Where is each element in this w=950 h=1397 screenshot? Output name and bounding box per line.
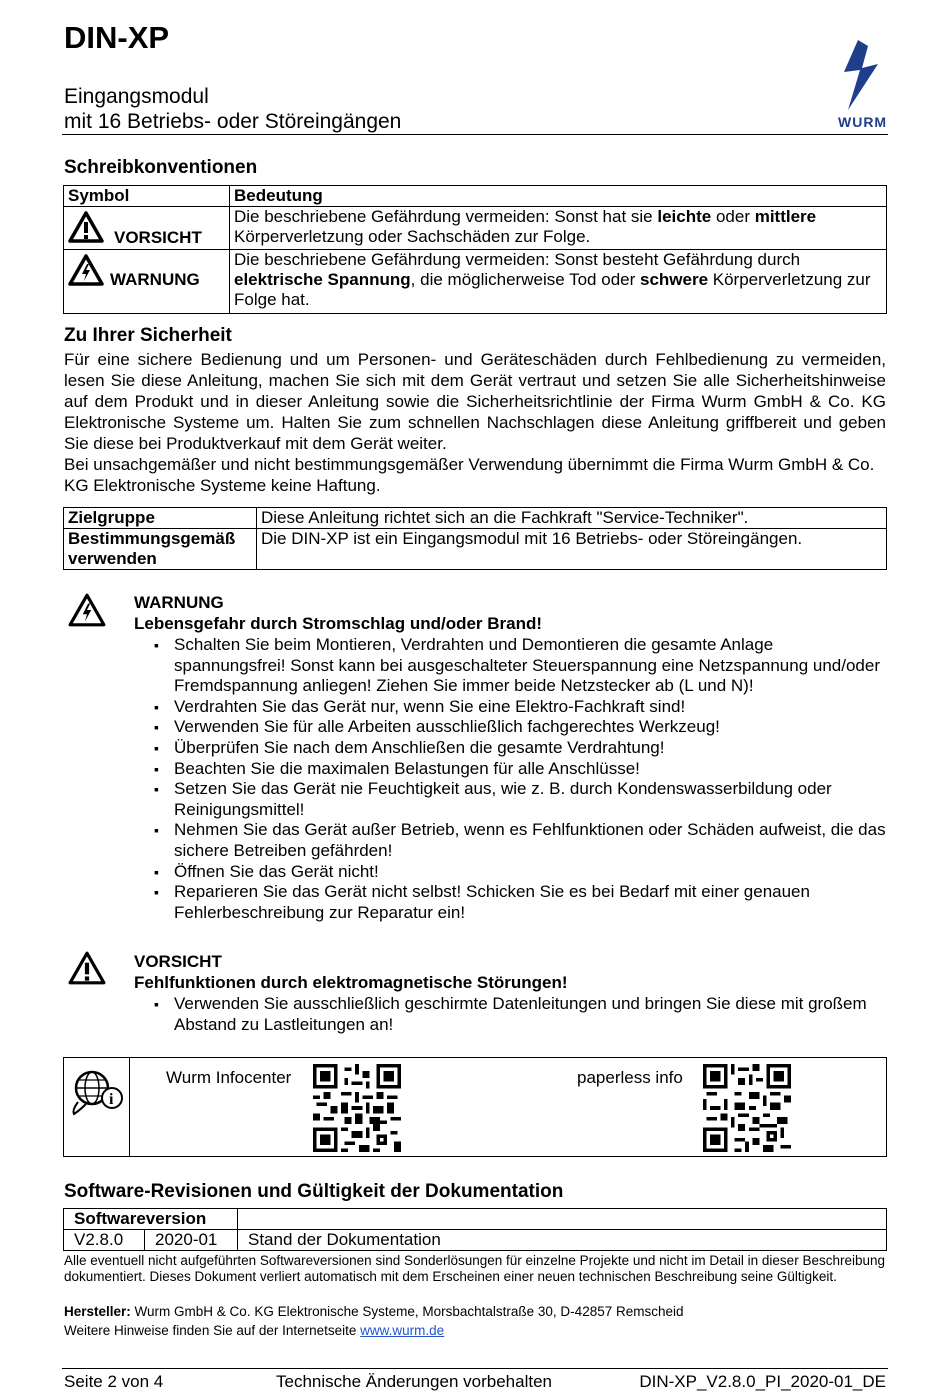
warning-list [134,635,886,923]
list-item: ▪ Setzen Sie das Gerät nie Feuchtigkeit aus, wie z. B. durch Kondenswasserbildung oder Reinigungsmittel! [134,779,886,820]
conventions-heading: Schreibkonventionen [64,157,258,178]
safety-heading: Zu Ihrer Sicherheit [64,325,232,346]
caution-title: VORSICHT [134,952,222,971]
list-item: ▪ Reparieren Sie das Gerät nicht selbst! Schicken Sie es bei Bedarf mit einer genauen Fehlerbeschreibung zur Reparatur ein! [134,882,886,923]
document-subtitle-1: Eingangsmodul [64,85,209,108]
warnung-label: WARNUNG [110,270,200,289]
footer-rule [62,1368,888,1369]
list-item: ▪ Verdrahten Sie das Gerät nur, wenn Sie eine Elektro-Fachkraft sind! [134,697,886,718]
electric-warning-icon [68,254,104,286]
list-item: ▪ Öffnen Sie das Gerät nicht! [134,862,886,883]
col-symbol: Symbol [64,186,230,207]
more-info-line: Weitere Hinweise finden Sie auf der Internetseite www.wurm.de [64,1323,445,1338]
warning-subtitle: Lebensgefahr durch Stromschlag und/oder Brand! [134,614,543,633]
warning-triangle-icon [68,211,104,243]
warning-triangle-icon [68,951,106,985]
vorsicht-label: VORSICHT [114,228,202,247]
conventions-table [63,185,887,314]
vorsicht-meaning: Die beschriebene Gefährdung vermeiden: Sonst hat sie leichte oder mittlere Körperverletzung oder Sachschäden zur Folge. [230,207,887,250]
revisions-heading: Software-Revisionen und Gültigkeit der Dokumentation [64,1181,564,1202]
paperless-qr-code [702,1064,792,1152]
revisions-note: Alle eventuell nicht aufgeführten Softwareversionen sind Sonderlösungen für einzelne Projekte und nicht im Detail in dieser Beschreibung dokumentiert. Dieses Dokument verliert automatisch mit dem Erscheinen einer neuen technischen Beschreibung seine Gültigkeit. [64,1253,885,1284]
infocenter-qr-code [312,1064,402,1152]
target-table [63,507,887,570]
warnung-meaning: Die beschriebene Gefährdung vermeiden: Sonst besteht Gefährdung durch elektrische Spannung, die möglicherweise Tod oder schwere Körperverletzung zur Folge hat. [230,250,887,314]
list-item: ▪ Überprüfen Sie nach dem Anschließen die gesamte Verdrahtung! [134,738,886,759]
header-rule [62,134,888,135]
document-title: DIN-XP [64,20,170,55]
list-item: ▪ Verwenden Sie ausschließlich geschirmte Datenleitungen und bringen Sie diese mit großem Abstand zu Lastleitungen an! [134,994,886,1035]
warnung-symbol-cell [64,250,230,314]
col-meaning: Bedeutung [230,186,887,207]
zielgruppe-value: Diese Anleitung richtet sich an die Fachkraft "Service-Techniker". [257,508,887,529]
list-item: ▪ Verwenden Sie für alle Arbeiten ausschließlich fachgerechtes Werkzeug! [134,717,886,738]
list-item: ▪ Nehmen Sie das Gerät außer Betrieb, wenn es Fehlfunktionen oder Schäden aufweist, die das sichere Betreiben gefährden! [134,820,886,861]
manufacturer-line: Hersteller: Wurm GmbH & Co. KG Elektronische Systeme, Morsbachtalstraße 30, D-42857 Remscheid [64,1304,684,1319]
document-id: DIN-XP_V2.8.0_PI_2020-01_DE [639,1372,886,1391]
bestimmung-label: Bestimmungsgemäß verwenden [64,529,257,570]
globe-info-icon [70,1064,124,1118]
electric-warning-icon [68,593,106,627]
safety-paragraph-2: Bei unsachgemäßer und nicht bestimmungsgemäßer Verwendung übernimmt die Firma Wurm GmbH & Co. KG Elektronische Systeme keine Haftung. [64,455,875,495]
svg-text:i: i [109,1091,114,1108]
footer-center: Technische Änderungen vorbehalten [276,1372,552,1391]
website-link[interactable]: www.wurm.de [360,1323,445,1338]
version-cell: V2.8.0 [64,1230,145,1251]
zielgruppe-label: Zielgruppe [64,508,257,529]
lightning-logo-icon [834,40,892,115]
list-item: ▪ Schalten Sie beim Montieren, Verdrahten und Demontieren die gesamte Anlage spannungsfrei! Sonst kann bei ausgeschalteter Steuerspannung eine Netzspannung und/oder Fremdspannung anliegen! Ziehen Sie immer beide Netzstecker ab (L und N)! [134,635,886,697]
paperless-label: paperless info [577,1068,683,1087]
caution-subtitle: Fehlfunktionen durch elektromagnetische Störungen! [134,973,568,992]
info-box [63,1057,887,1157]
wurm-logo [834,40,892,132]
logo-text: WURM [838,114,888,130]
warning-block [134,592,886,923]
warning-title: WARNUNG [134,593,224,612]
caution-list [134,994,886,1035]
revisions-table [63,1208,887,1251]
page-number: Seite 2 von 4 [64,1372,164,1391]
document-subtitle-2: mit 16 Betriebs- oder Störeingängen [64,110,402,133]
date-cell: 2020-01 [145,1230,238,1251]
vorsicht-symbol-cell [64,207,230,250]
safety-paragraph-1: Für eine sichere Bedienung und um Personen- und Geräteschäden durch Fehlbedienung zu vermeiden, lesen Sie diese Anleitung, machen Sie sich mit dem Gerät vertraut und setzen Sie alle Sicherheitshinweise auf dem Produkt und in dieser Anleitung sowie die Sicherheitsrichtlinie der Firma Wurm GmbH & Co. KG Elektronische Systeme um. Halten Sie zum schnellen Nachschlagen diese Anleitung griffbereit und geben Sie diese bei Produktverkauf mit dem Gerät weiter. [64,350,886,453]
list-item: ▪ Beachten Sie die maximalen Belastungen für alle Anschlüsse! [134,759,886,780]
status-cell: Stand der Dokumentation [238,1230,887,1251]
bestimmung-value: Die DIN-XP ist ein Eingangsmodul mit 16 Betriebs- oder Störeingängen. [257,529,887,570]
infocenter-label: Wurm Infocenter [166,1068,292,1087]
softwareversion-header: Softwareversion [64,1209,238,1230]
caution-block [134,951,886,1035]
